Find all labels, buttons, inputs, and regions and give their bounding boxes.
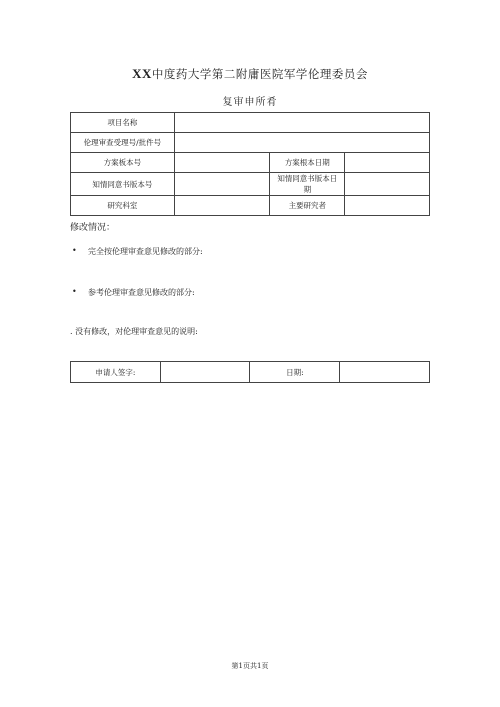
project-name-field[interactable] [174, 113, 429, 133]
table-row [71, 113, 430, 133]
consent-date-field[interactable] [345, 173, 430, 196]
department-label: 研究科室 [71, 196, 175, 216]
ethics-no-field[interactable] [174, 133, 429, 153]
protocol-date-label: 方案根本日期 [270, 153, 345, 173]
project-name-label: 项目名称 [71, 113, 175, 133]
revision-option-full: 完全按伦理审查意见修改的部分: [88, 247, 203, 256]
department-field[interactable] [174, 196, 270, 216]
revision-option-none: . 没有修改，对伦理审查意见的说明: [70, 327, 198, 336]
page-title [0, 66, 500, 82]
investigator-field[interactable] [345, 196, 430, 216]
page-subtitle: 复审申所肴 [222, 97, 278, 108]
title-text: 中度药大学第二附庸医院军学伦理委员会 [151, 67, 368, 81]
title-prefix: XX [132, 66, 152, 81]
bullet-1: • [72, 246, 77, 255]
table-row [71, 196, 430, 216]
table-row [71, 153, 430, 173]
protocol-version-field[interactable] [174, 153, 270, 173]
consent-date-label: 知情同意书版本日期 [270, 173, 345, 196]
consent-version-field[interactable] [174, 173, 270, 196]
info-table [70, 112, 430, 216]
table-row [71, 173, 430, 196]
protocol-date-field[interactable] [345, 153, 430, 173]
revision-option-partial: 参考伦理审查意见修改的部分: [88, 288, 195, 297]
page-number: 第1页共1页 [231, 662, 269, 670]
bullet-2: • [72, 287, 77, 296]
table-row [71, 362, 430, 383]
applicant-signature-field[interactable] [160, 362, 250, 383]
ethics-no-label: 伦理审查受理号/批件号 [71, 133, 175, 153]
revision-heading: 修改情况： [70, 223, 116, 233]
signature-table [70, 361, 430, 383]
protocol-version-label: 方案板本号 [71, 153, 175, 173]
date-field[interactable] [340, 362, 430, 383]
consent-version-label: 知情同意书版本号 [71, 173, 175, 196]
date-label: 日期: [250, 362, 340, 383]
investigator-label: 主要研究者 [270, 196, 345, 216]
applicant-signature-label: 申请人签字: [71, 362, 161, 383]
table-row [71, 133, 430, 153]
